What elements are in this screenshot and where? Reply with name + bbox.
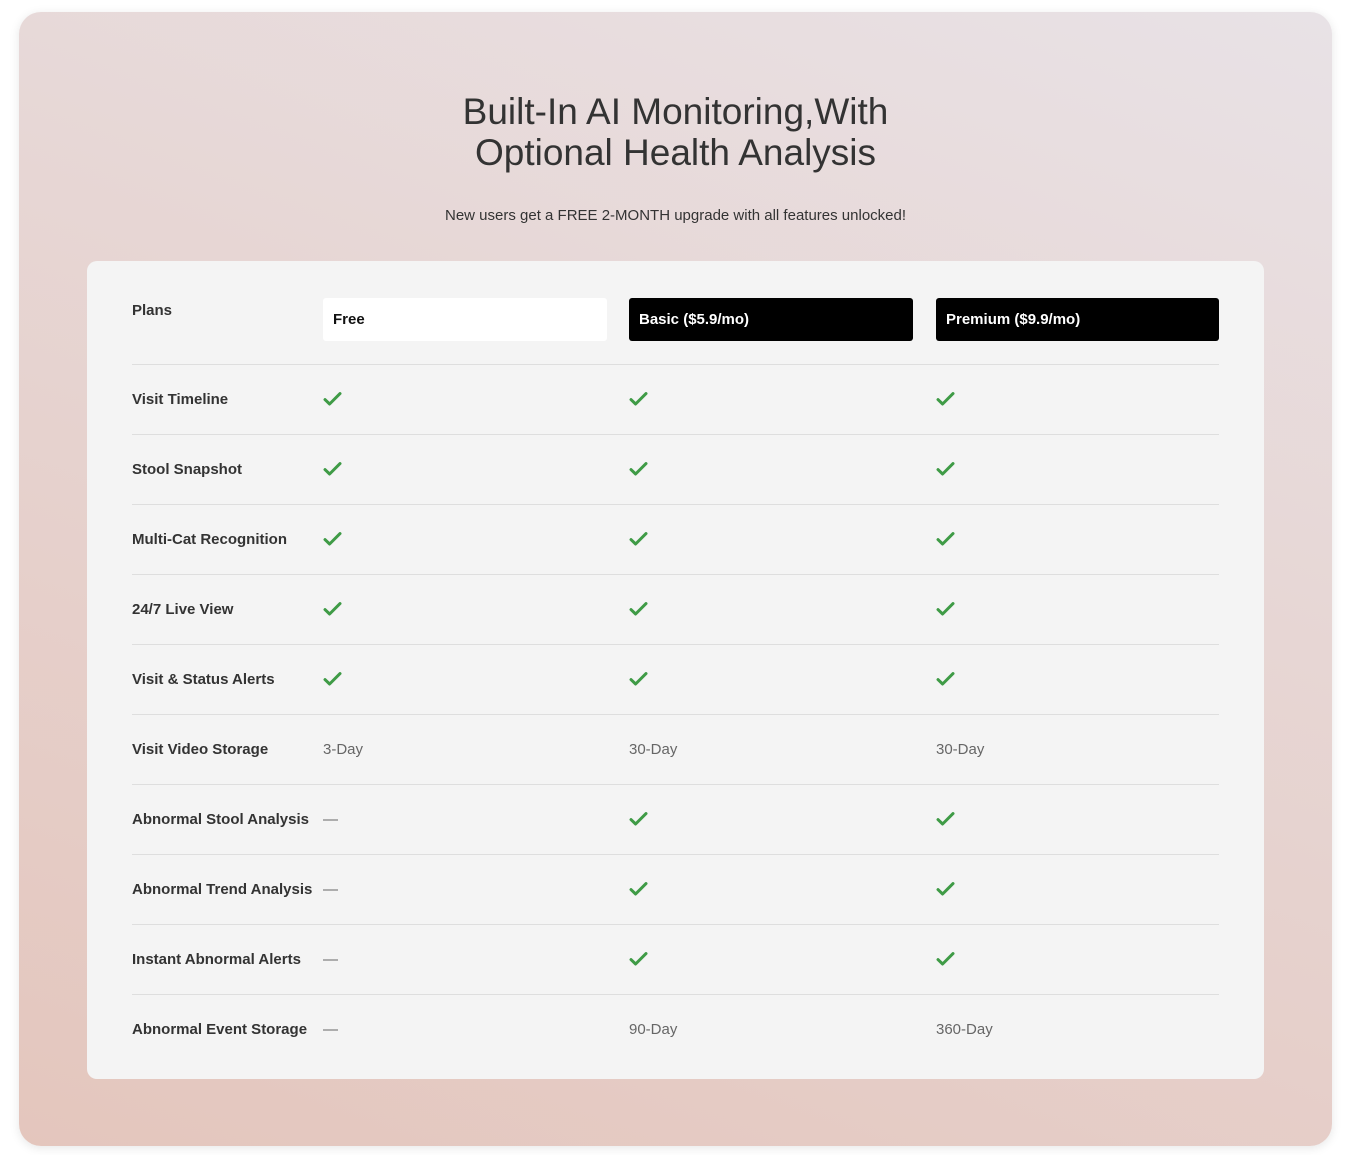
- feature-value: 360-Day: [936, 1021, 993, 1038]
- check-icon: [629, 951, 648, 967]
- plan-comparison-table: [87, 261, 1264, 1079]
- table-row: [132, 715, 1219, 785]
- plan-premium-button[interactable]: Premium ($9.9/mo): [936, 298, 1219, 341]
- check-icon: [323, 601, 342, 617]
- feature-label: Abnormal Stool Analysis: [132, 811, 309, 828]
- check-icon: [936, 671, 955, 687]
- feature-value: 30-Day: [629, 741, 678, 758]
- check-icon: [936, 881, 955, 897]
- table-row: [132, 785, 1219, 855]
- table-row: [132, 855, 1219, 925]
- feature-rows: [132, 365, 1219, 1065]
- feature-label: Stool Snapshot: [132, 461, 242, 478]
- check-icon: [629, 671, 648, 687]
- table-row: [132, 435, 1219, 505]
- check-icon: [629, 601, 648, 617]
- feature-label: Visit & Status Alerts: [132, 671, 275, 688]
- page-title: [19, 91, 1332, 173]
- check-icon: [936, 601, 955, 617]
- check-icon: [936, 391, 955, 407]
- check-icon: [936, 951, 955, 967]
- pricing-section: [19, 12, 1332, 1146]
- feature-label: Abnormal Trend Analysis: [132, 881, 313, 898]
- check-icon: [323, 671, 342, 687]
- feature-value: 30-Day: [936, 741, 985, 758]
- table-row: [132, 925, 1219, 995]
- check-icon: [323, 461, 342, 477]
- table-row: [132, 575, 1219, 645]
- title-line-2: Optional Health Analysis: [474, 132, 877, 173]
- check-icon: [936, 461, 955, 477]
- check-icon: [629, 461, 648, 477]
- plan-basic-button[interactable]: Basic ($5.9/mo): [629, 298, 913, 341]
- check-icon: [629, 811, 648, 827]
- title-line-1: Built-In AI Monitoring,With: [462, 91, 889, 132]
- table-row: [132, 645, 1219, 715]
- feature-label: 24/7 Live View: [132, 601, 234, 618]
- check-icon: [629, 881, 648, 897]
- check-icon: [323, 531, 342, 547]
- not-included-dash: —: [323, 811, 338, 828]
- table-row: [132, 995, 1219, 1065]
- not-included-dash: —: [323, 1021, 338, 1038]
- feature-label: Visit Video Storage: [132, 741, 269, 758]
- feature-label: Multi-Cat Recognition: [132, 531, 287, 548]
- check-icon: [323, 391, 342, 407]
- not-included-dash: —: [323, 881, 338, 898]
- plans-label: Plans: [132, 302, 173, 319]
- feature-label: Instant Abnormal Alerts: [132, 951, 301, 968]
- check-icon: [629, 391, 648, 407]
- check-icon: [629, 531, 648, 547]
- feature-label: Abnormal Event Storage: [132, 1021, 308, 1038]
- plans-header-row: [132, 261, 1219, 365]
- feature-value: 3-Day: [323, 741, 364, 758]
- promo-subtitle: New users get a FREE 2-MONTH upgrade with all features unlocked!: [444, 207, 907, 224]
- table-row: [132, 365, 1219, 435]
- plan-free-button[interactable]: Free: [323, 298, 607, 341]
- feature-value: 90-Day: [629, 1021, 678, 1038]
- check-icon: [936, 531, 955, 547]
- table-row: [132, 505, 1219, 575]
- feature-label: Visit Timeline: [132, 391, 229, 408]
- not-included-dash: —: [323, 951, 338, 968]
- check-icon: [936, 811, 955, 827]
